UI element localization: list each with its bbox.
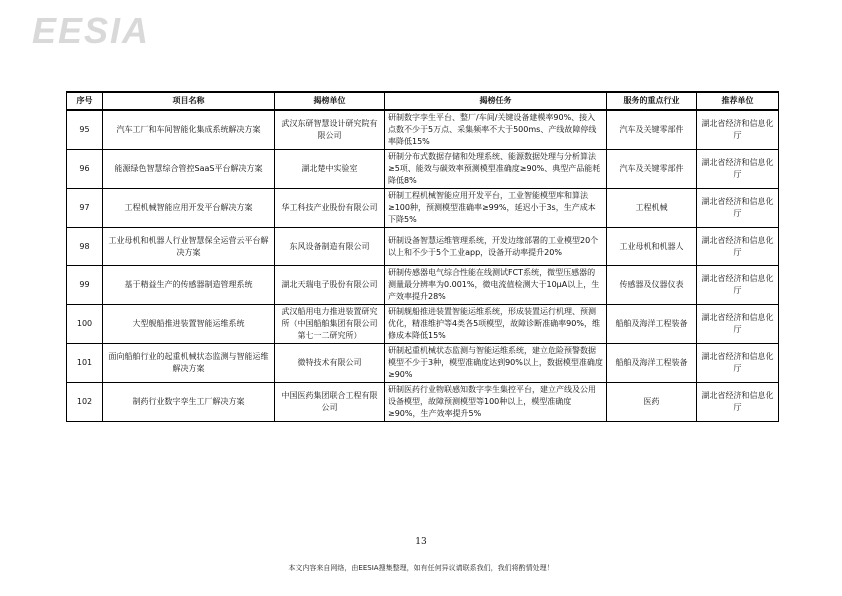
- cell-industry: 船舶及海洋工程装备: [607, 344, 697, 383]
- cell-task: 研制工程机械智能应用开发平台，工业智能模型库和算法≥100种，预测模型准确率≥99%，延迟小于3s，生产成本下降5%: [385, 189, 607, 228]
- cell-recommender: 湖北省经济和信息化厅: [697, 150, 779, 189]
- cell-recommender: 湖北省经济和信息化厅: [697, 266, 779, 305]
- table-row: [67, 266, 779, 305]
- cell-industry: 工程机械: [607, 189, 697, 228]
- cell-no: 95: [67, 110, 103, 150]
- cell-project-name: 大型舰船推进装置智能运维系统: [103, 305, 275, 344]
- cell-task: 研制设备智慧运维管理系统，开发边缘部署的工业模型20个以上和不少于5个工业app，设备开动率提升20%: [385, 228, 607, 266]
- table-row: [67, 110, 779, 150]
- cell-recommender: 湖北省经济和信息化厅: [697, 383, 779, 422]
- header-task: 揭榜任务: [385, 92, 607, 110]
- cell-no: 96: [67, 150, 103, 189]
- cell-recommender: 湖北省经济和信息化厅: [697, 305, 779, 344]
- cell-project-name: 能源绿色智慧综合管控SaaS平台解决方案: [103, 150, 275, 189]
- cell-no: 99: [67, 266, 103, 305]
- cell-industry: 工业母机和机器人: [607, 228, 697, 266]
- cell-project-name: 工业母机和机器人行业智慧保全运营云平台解决方案: [103, 228, 275, 266]
- cell-task: 研制分布式数据存储和处理系统、能源数据处理与分析算法≥5项、能效与碳效率预测模型准确度≥90%、典型产品能耗降低8%: [385, 150, 607, 189]
- cell-recommender: 湖北省经济和信息化厅: [697, 110, 779, 150]
- table-row: [67, 305, 779, 344]
- cell-no: 100: [67, 305, 103, 344]
- table-row: [67, 383, 779, 422]
- cell-industry: 船舶及海洋工程装备: [607, 305, 697, 344]
- cell-project-name: 基于精益生产的传感器制造管理系统: [103, 266, 275, 305]
- cell-industry: 传感器及仪器仪表: [607, 266, 697, 305]
- eesia-watermark-logo: EESIA: [32, 10, 151, 51]
- cell-unit: 东风设备制造有限公司: [275, 228, 385, 266]
- cell-no: 97: [67, 189, 103, 228]
- cell-no: 98: [67, 228, 103, 266]
- cell-no: 102: [67, 383, 103, 422]
- table-header-row: [67, 92, 779, 110]
- header-unit: 揭榜单位: [275, 92, 385, 110]
- cell-task: 研制数字孪生平台、整厂/车间/关键设备建模率90%、接入点数不少于5万点、采集频率不大于500ms、产线故障停线率降低15%: [385, 110, 607, 150]
- cell-task: 研制医药行业物联感知数字孪生集控平台，建立产线及公用设备模型，故障预测模型等100种以上，模型准确度≥90%，生产效率提升5%: [385, 383, 607, 422]
- footer-note: 本文内容来自网络，由EESIA搜集整理，如有任何异议请联系我们，我们将酌情处理！: [288, 564, 554, 572]
- project-table: [66, 91, 779, 422]
- cell-unit: 湖北天瑞电子股份有限公司: [275, 266, 385, 305]
- cell-task: 研制起重机械状态监测与智能运维系统，建立危险预警数据模型不少于3种，模型准确度达到90%以上，数据模型准确度≥90%: [385, 344, 607, 383]
- cell-task: 研制舰船推进装置智能运维系统，形成装置运行机理、预测优化，精准维护等4类各5项模型，故障诊断准确率90%，维修成本降低15%: [385, 305, 607, 344]
- cell-unit: 中国医药集团联合工程有限公司: [275, 383, 385, 422]
- header-recommender: 推荐单位: [697, 92, 779, 110]
- cell-industry: 医药: [607, 383, 697, 422]
- cell-unit: 武汉船用电力推进装置研究所（中国船舶集团有限公司第七一二研究所）: [275, 305, 385, 344]
- cell-recommender: 湖北省经济和信息化厅: [697, 344, 779, 383]
- cell-project-name: 面向船舶行业的起重机械状态监测与智能运维解决方案: [103, 344, 275, 383]
- table-row: [67, 228, 779, 266]
- header-industry: 服务的重点行业: [607, 92, 697, 110]
- cell-unit: 微特技术有限公司: [275, 344, 385, 383]
- page-number: 13: [415, 537, 427, 547]
- cell-unit: 武汉东研智慧设计研究院有限公司: [275, 110, 385, 150]
- cell-recommender: 湖北省经济和信息化厅: [697, 189, 779, 228]
- table-row: [67, 344, 779, 383]
- table-row: [67, 150, 779, 189]
- cell-recommender: 湖北省经济和信息化厅: [697, 228, 779, 266]
- cell-industry: 汽车及关键零部件: [607, 150, 697, 189]
- cell-project-name: 制药行业数字孪生工厂解决方案: [103, 383, 275, 422]
- cell-project-name: 汽车工厂和车间智能化集成系统解决方案: [103, 110, 275, 150]
- cell-unit: 华工科技产业股份有限公司: [275, 189, 385, 228]
- cell-task: 研制传感器电气综合性能在线测试FCT系统，微型压感器的测量最分辨率为0.001%，微电流值检测大于10μA以上，生产效率提升28%: [385, 266, 607, 305]
- cell-unit: 湖北楚中实验室: [275, 150, 385, 189]
- cell-no: 101: [67, 344, 103, 383]
- header-project-name: 项目名称: [103, 92, 275, 110]
- cell-industry: 汽车及关键零部件: [607, 110, 697, 150]
- header-no: 序号: [67, 92, 103, 110]
- table-row: [67, 189, 779, 228]
- cell-project-name: 工程机械智能应用开发平台解决方案: [103, 189, 275, 228]
